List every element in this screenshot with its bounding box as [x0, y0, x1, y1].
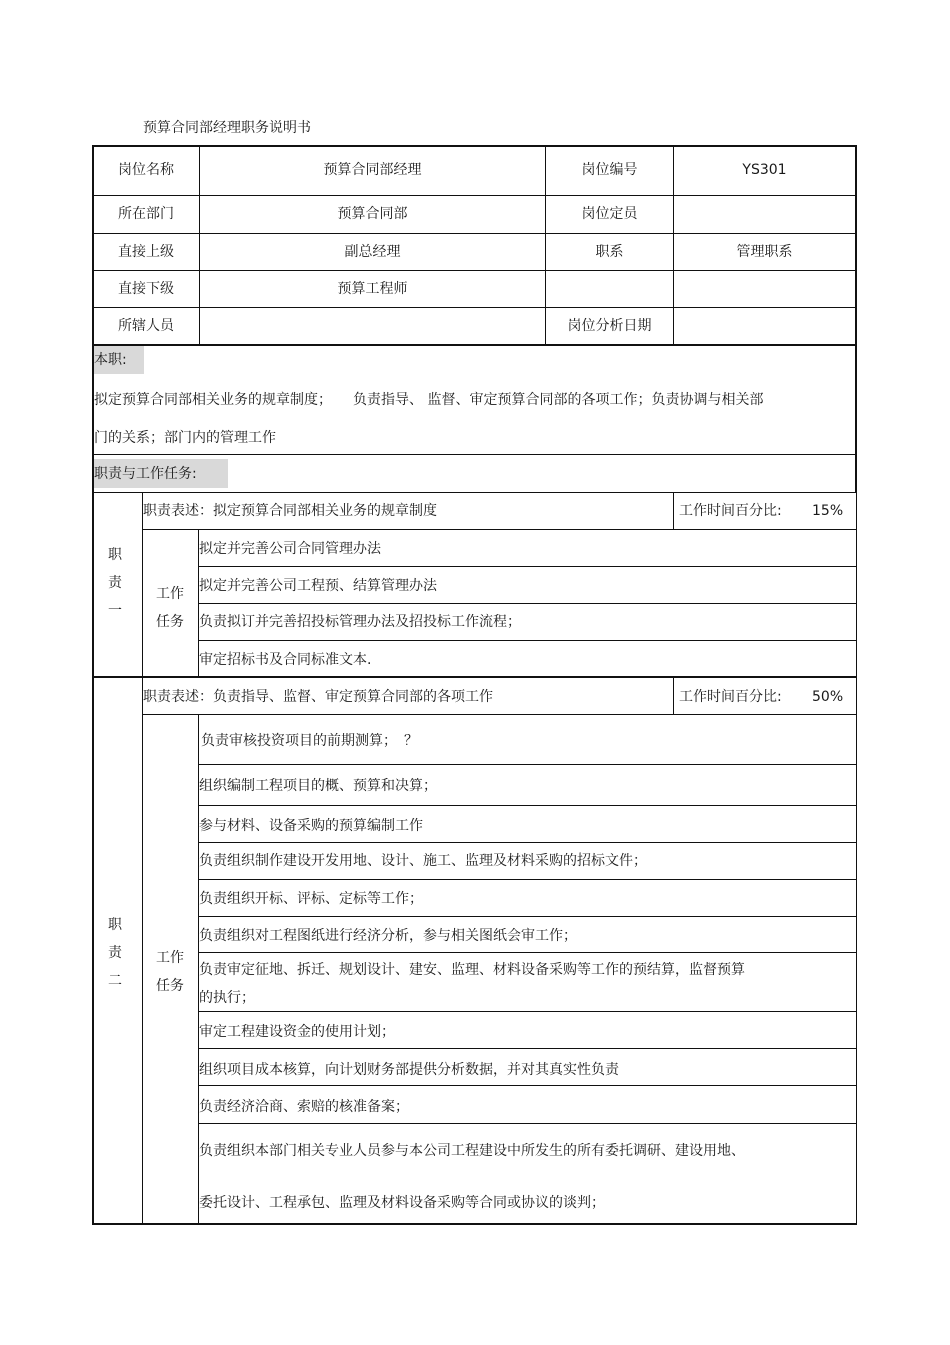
duty-2-time-value: 50% [812, 689, 844, 705]
duty-1-task: 负责拟订并完善招投标管理办法及招投标工作流程； [199, 614, 521, 630]
duty-1-task: 拟定并完善公司工程预、结算管理办法 [199, 578, 437, 594]
duty-1-time-value: 15% [812, 503, 844, 519]
duty-2-task: 负责组织本部门相关专业人员参与本公司工程建设中所发生的所有委托调研、建设用地、 [199, 1143, 745, 1159]
label-position-code: 岗位编号 [581, 162, 638, 178]
value-superior: 副总经理 [344, 244, 401, 260]
label-superior: 直接上级 [118, 244, 174, 260]
duty-2-task-label [150, 944, 190, 1000]
duty-summary-line-1: 拟定预算合同部相关业务的规章制度； 负责指导、 监督、审定预算合同部的各项工作；负责协调与相关部 [94, 392, 764, 408]
duty-1-label-char: 一 [108, 603, 122, 619]
duty-2-task: 组织项目成本核算，向计划财务部提供分析数据，并对其真实性负责 [199, 1062, 619, 1078]
duty-2-task-continuation: 的执行； [199, 990, 255, 1006]
tasks-label: 职责与工作任务: [94, 466, 197, 482]
duty-2-label-char: 二 [108, 973, 122, 989]
duty-2-task: 参与材料、设备采购的预算编制工作 [199, 818, 423, 834]
duty-summary-label: 本职: [94, 352, 127, 368]
duty-2-label-char: 职 [108, 917, 122, 933]
label-department: 所在部门 [118, 206, 174, 222]
duty-1-label-char: 职 [108, 547, 122, 563]
value-position-name: 预算合同部经理 [323, 162, 422, 178]
label-headcount: 岗位定员 [581, 206, 638, 222]
duty-2-task: 负责经济洽商、索赔的核准备案； [199, 1099, 409, 1115]
duty-2-label-char: 责 [108, 945, 122, 961]
duty-1-task: 审定招标书及合同标准文本. [199, 652, 372, 668]
duty-1-time-label: 工作时间百分比: [679, 503, 782, 519]
duty-2-task: 组织编制工程项目的概、预算和决算； [199, 778, 437, 794]
duty-2-label [105, 911, 125, 995]
task-label-line: 任务 [156, 978, 184, 994]
value-position-code: YS301 [742, 162, 787, 178]
duty-1-task: 拟定并完善公司合同管理办法 [199, 541, 381, 557]
duty-1-description: 职责表述：拟定预算合同部相关业务的规章制度 [143, 503, 437, 519]
duty-2-task: 负责审定征地、拆迁、规划设计、建安、监理、材料设备采购等工作的预结算，监督预算 [199, 962, 745, 978]
duty-1-label-char: 责 [108, 575, 122, 591]
duty-1-task-label [150, 580, 190, 636]
duty-1-label [105, 541, 125, 625]
label-subordinate: 直接下级 [118, 281, 174, 297]
duty-2-task: 负责组织对工程图纸进行经济分析，参与相关图纸会审工作； [199, 928, 577, 944]
label-job-family: 职系 [595, 244, 624, 260]
value-subordinate: 预算工程师 [337, 281, 408, 297]
value-department: 预算合同部 [337, 206, 408, 222]
duty-2-time-label: 工作时间百分比: [679, 689, 782, 705]
task-label-line: 工作 [156, 950, 184, 966]
label-position-name: 岗位名称 [118, 162, 174, 178]
document-title: 预算合同部经理职务说明书 [143, 120, 311, 136]
duty-summary-line-2: 门的关系；部门内的管理工作 [94, 430, 276, 446]
value-job-family: 管理职系 [736, 244, 793, 260]
duty-2-description: 职责表述：负责指导、监督、审定预算合同部的各项工作 [143, 689, 493, 705]
duty-2-task: 负责审核投资项目的前期测算； ？ [201, 733, 418, 749]
duty-2-task: 负责组织开标、评标、定标等工作； [199, 891, 423, 907]
task-label-line: 工作 [156, 586, 184, 602]
label-analysis-date: 岗位分析日期 [567, 318, 652, 334]
task-label-line: 任务 [156, 614, 184, 630]
duty-2-task: 审定工程建设资金的使用计划； [199, 1024, 395, 1040]
duty-2-task: 负责组织制作建设开发用地、设计、施工、监理及材料采购的招标文件； [199, 853, 647, 869]
duty-2-task-continuation: 委托设计、工程承包、监理及材料设备采购等合同或协议的谈判； [199, 1195, 605, 1211]
label-staff: 所辖人员 [118, 318, 174, 334]
